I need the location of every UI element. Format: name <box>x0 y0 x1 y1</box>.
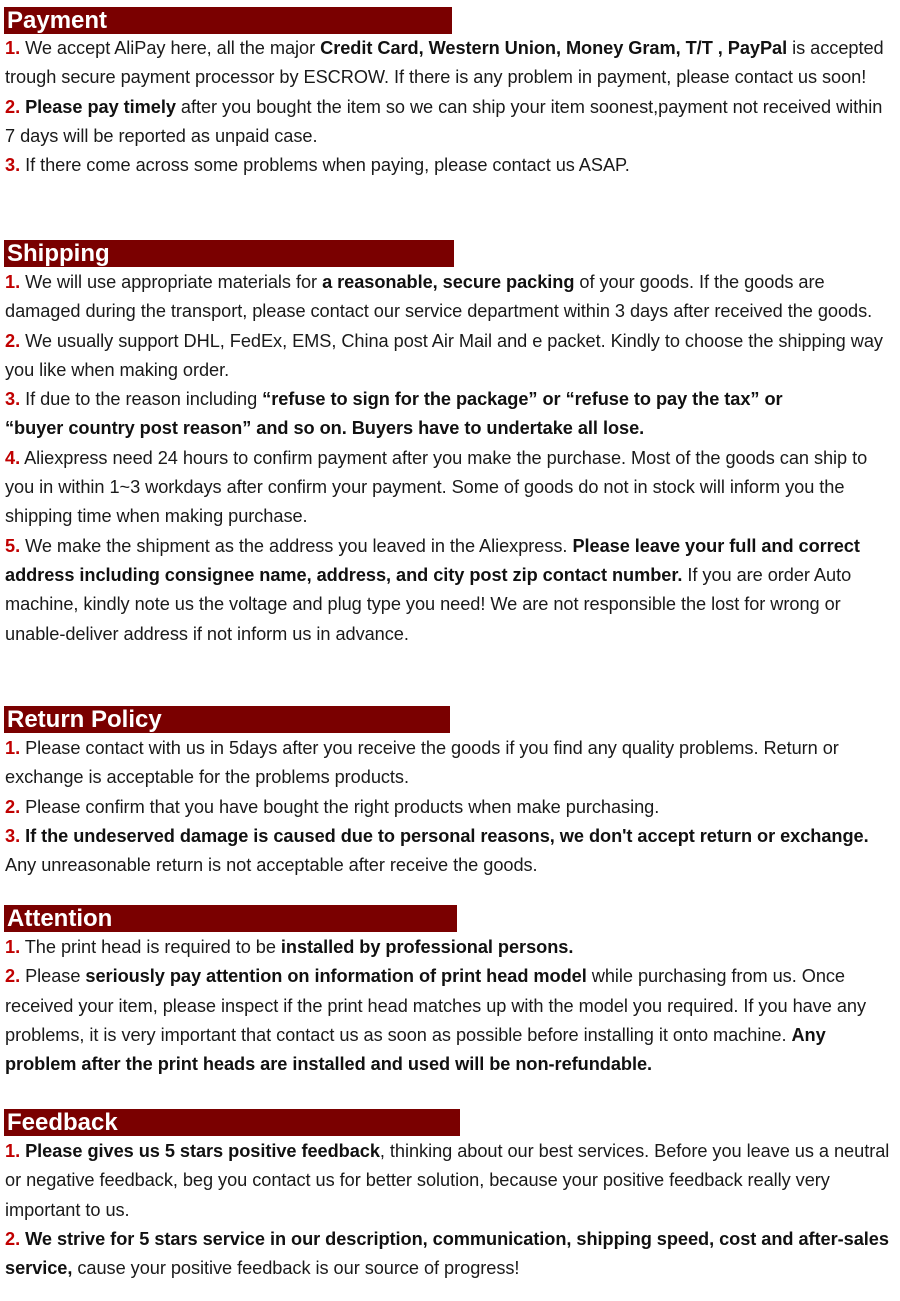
list-item: 1. We accept AliPay here, all the major Credit Card, Western Union, Money Gram, T/T , PayPal is accepted trough secure payment processor by ESCROW. If there is any problem in payment, please contact us soon! <box>5 38 884 88</box>
list-item: 2. We usually support DHL, FedEx, EMS, China post Air Mail and e packet. Kindly to choose the shipping way you like when making order. <box>5 330 883 380</box>
list-item: 3. If the undeserved damage is caused due to personal reasons, we don't accept return or exchange. Any unreasonable return is not acceptable after receive the goods. <box>5 825 869 876</box>
list-item: 2. Please pay timely after you bought the item so we can ship your item soonest,payment not received within 7 days will be reported as unpaid case. <box>5 96 883 146</box>
shipping-header: Shipping <box>4 240 454 267</box>
list-item: 1. Please contact with us in 5days after you receive the goods if you find any quality problems. Return or exchange is acceptable for the problems products. <box>5 738 839 788</box>
list-item: 4. Aliexpress need 24 hours to confirm payment after you make the purchase. Most of the goods can ship to you in within 1~3 workdays after confirm your payment. Some of goods do not in stock will inform you the shipping time when making purchase. <box>5 447 868 527</box>
payment-body <box>5 34 895 180</box>
list-item: 1. The print head is required to be installed by professional persons. <box>5 937 574 957</box>
shipping-body <box>5 268 895 649</box>
list-item: 1. Please gives us 5 stars positive feedback, thinking about our best services. Before you leave us a neutral or negative feedback, beg you contact us for better solution, because your positive feedback really very important to us. <box>5 1141 890 1220</box>
list-item: 3. If due to the reason including “refuse to sign for the package” or “refuse to pay the tax” or “buyer country post reason” and so on. Buyers have to undertake all lose. <box>5 389 783 439</box>
list-item: 5. We make the shipment as the address you leaved in the Aliexpress. Please leave your full and correct address including consignee name, address, and city post zip contact number. If you are order Auto machine, kindly note us the voltage and plug type you need! We are not responsible the lost for wrong or unable-deliver address if not inform us in advance. <box>5 535 860 644</box>
attention-body <box>5 933 895 1079</box>
list-item: 2. We strive for 5 stars service in our description, communication, shipping speed, cost and after-sales service, cause your positive feedback is our source of progress! <box>5 1228 889 1279</box>
return-policy-body <box>5 734 895 880</box>
list-item: 3. If there come across some problems when paying, please contact us ASAP. <box>5 155 630 176</box>
feedback-header: Feedback <box>4 1109 460 1136</box>
list-item: 2. Please confirm that you have bought the right products when make purchasing. <box>5 796 660 817</box>
list-item: 1. We will use appropriate materials for a reasonable, secure packing of your goods. If the goods are damaged during the transport, please contact our service department within 3 days after received the goods. <box>5 272 873 322</box>
attention-header: Attention <box>4 905 457 932</box>
feedback-body <box>5 1137 895 1283</box>
list-item: 2. Please seriously pay attention on information of print head model while purchasing from us. Once received your item, please inspect if the print head matches up with the model you required. If you have any problems, it is very important that contact us as soon as possible before installing it onto machine. Any problem after the print heads are installed and used will be non-refundable. <box>5 966 867 1075</box>
payment-header: Payment <box>4 7 452 34</box>
return-policy-header: Return Policy <box>4 706 450 733</box>
